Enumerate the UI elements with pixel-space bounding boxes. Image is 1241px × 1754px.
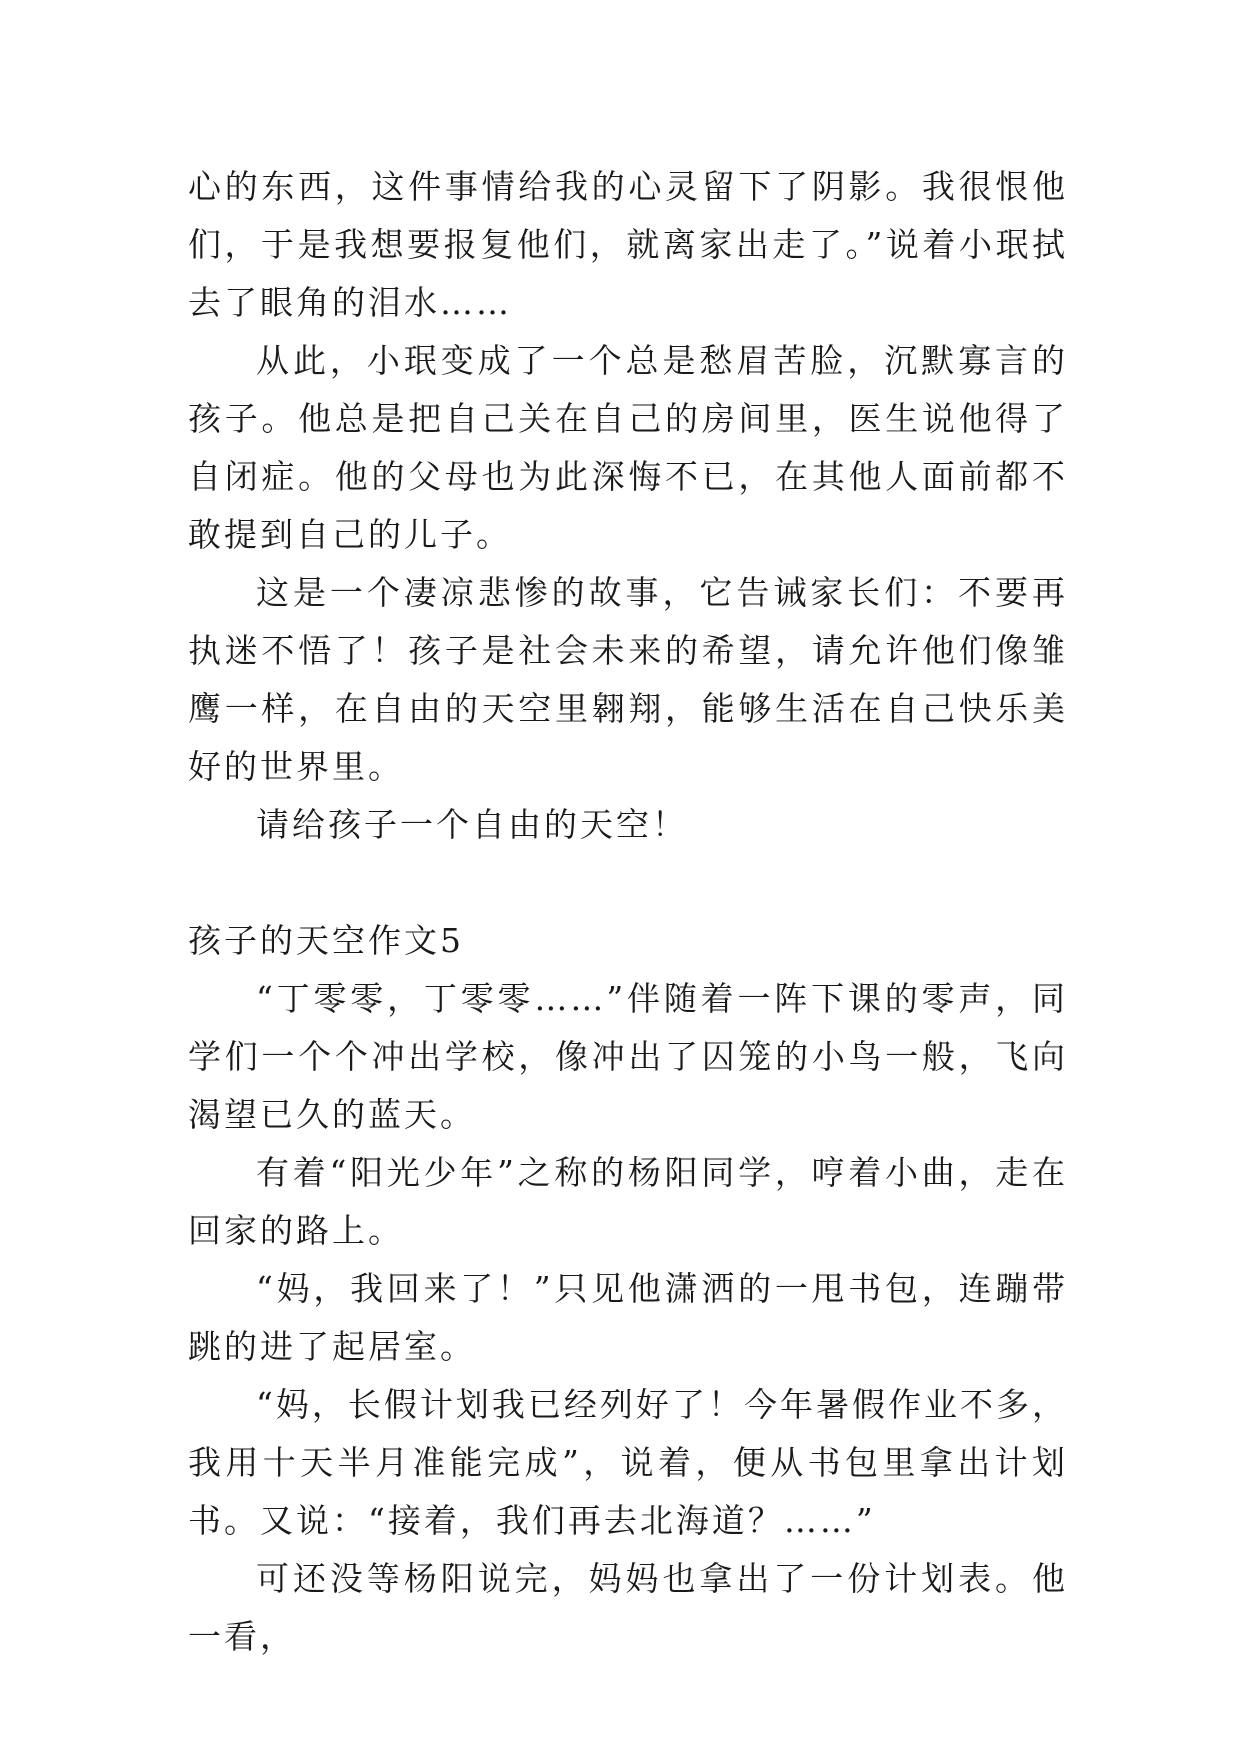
paragraph-1: 心的东西，这件事情给我的心灵留下了阴影。我很恨他们，于是我想要报复他们，就离家出走了。”说着小珉拭去了眼角的泪水…… (188, 167, 1068, 322)
document-body (188, 158, 1068, 1666)
section-title: 孩子的天空作文5 (188, 921, 464, 960)
paragraph-2: 从此，小珉变成了一个总是愁眉苦脸，沉默寡言的孩子。他总是把自己关在自己的房间里，医生说他得了自闭症。他的父母也为此深悔不已，在其他人面前都不敢提到自己的儿子。 (188, 341, 1068, 554)
paragraph-8: “妈，长假计划我已经列好了！今年暑假作业不多，我用十天半月准能完成”，说着，便从书包里拿出计划书。又说：“接着，我们再去北海道？……” (188, 1385, 1068, 1540)
paragraph-5: “丁零零，丁零零……”伴随着一阵下课的零声，同学们一个个冲出学校，像冲出了囚笼的小鸟一般，飞向渴望已久的蓝天。 (188, 979, 1068, 1134)
paragraph-6: 有着“阳光少年”之称的杨阳同学，哼着小曲，走在回家的路上。 (188, 1153, 1068, 1250)
paragraph-3: 这是一个凄凉悲惨的故事，它告诫家长们：不要再执迷不悟了！孩子是社会未来的希望，请允许他们像雏鹰一样，在自由的天空里翱翔，能够生活在自己快乐美好的世界里。 (188, 573, 1068, 786)
section-spacer (188, 854, 1068, 912)
paragraph-9: 可还没等杨阳说完，妈妈也拿出了一份计划表。他一看， (188, 1559, 1068, 1656)
paragraph-7: “妈，我回来了！”只见他潇洒的一甩书包，连蹦带跳的进了起居室。 (188, 1269, 1068, 1366)
paragraph-4: 请给孩子一个自由的天空！ (256, 805, 688, 844)
